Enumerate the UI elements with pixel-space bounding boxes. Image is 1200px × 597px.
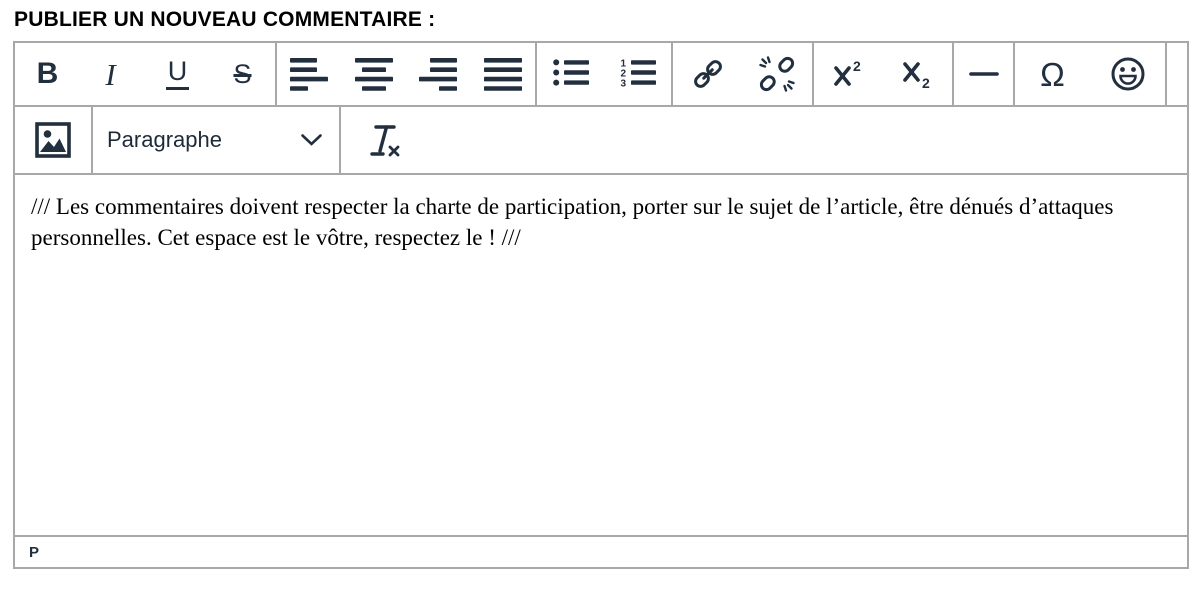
clear-formatting-icon [369, 122, 403, 158]
block-format-select[interactable] [93, 107, 341, 173]
align-center-icon [355, 58, 393, 91]
comment-content-editable[interactable] [15, 175, 1187, 537]
bold-button[interactable] [15, 43, 80, 105]
italic-icon: I [105, 56, 116, 92]
unlink-button[interactable] [743, 43, 813, 105]
superscript-icon [832, 59, 866, 89]
toolbar-group-lists [537, 43, 673, 105]
toolbar-group-hr [954, 43, 1015, 105]
image-button[interactable] [15, 107, 91, 173]
ordered-list-icon [620, 59, 656, 90]
subscript-button[interactable] [883, 43, 952, 105]
page-title: PUBLIER UN NOUVEAU COMMENTAIRE : [14, 8, 436, 31]
emoticons-button[interactable] [1090, 43, 1165, 105]
unordered-list-icon [553, 59, 589, 90]
link-button[interactable] [673, 43, 743, 105]
horizontal-rule-button[interactable] [954, 43, 1013, 105]
toolbar-group-text-style [15, 43, 277, 105]
svg-text:3: 3 [620, 78, 626, 90]
comment-editor [13, 41, 1189, 569]
svg-text:2: 2 [921, 75, 930, 89]
underline-button[interactable] [145, 43, 210, 105]
horizontal-rule-icon [969, 70, 999, 78]
bold-icon: B [36, 57, 59, 90]
align-justify-icon [484, 58, 522, 91]
bullet-list-button[interactable] [537, 43, 604, 105]
chevron-down-icon [300, 133, 323, 147]
numbered-list-button[interactable] [604, 43, 671, 105]
subscript-icon [901, 59, 935, 89]
toolbar-group-insert [1015, 43, 1167, 105]
toolbar-row-2 [15, 107, 1187, 175]
unlink-icon [758, 55, 796, 93]
toolbar-spacer [1167, 43, 1187, 105]
toolbar-group-clear-format [341, 107, 1187, 173]
block-format-value: Paragraphe [107, 127, 222, 152]
special-character-button[interactable] [1015, 43, 1090, 105]
strikethrough-icon: S [233, 58, 252, 89]
align-justify-button[interactable] [471, 43, 536, 105]
toolbar-group-links [673, 43, 814, 105]
align-right-icon [419, 58, 457, 91]
comment-placeholder-text: /// Les commentaires doivent respecter la charte de participation, porter sur le sujet de l’article, être dénués d’attaques personnelles. Cet espace est le vôtre, respectez le ! /// [31, 194, 1114, 250]
align-left-icon [290, 58, 328, 91]
underline-icon: U [166, 58, 190, 90]
toolbar-group-image [15, 107, 93, 173]
align-right-button[interactable] [406, 43, 471, 105]
image-icon [33, 120, 73, 160]
align-center-button[interactable] [342, 43, 407, 105]
strikethrough-button[interactable] [210, 43, 275, 105]
editor-status-bar [15, 537, 1187, 567]
align-left-button[interactable] [277, 43, 342, 105]
toolbar-group-alignment [277, 43, 537, 105]
clear-formatting-button[interactable] [355, 107, 417, 173]
svg-text:2: 2 [852, 59, 861, 74]
superscript-button[interactable] [814, 43, 883, 105]
toolbar-row-1 [15, 43, 1187, 107]
omega-icon: Ω [1040, 55, 1065, 93]
italic-button[interactable] [80, 43, 145, 105]
svg-text:2: 2 [620, 68, 626, 80]
toolbar-group-script [814, 43, 954, 105]
svg-text:1: 1 [620, 58, 626, 69]
link-icon [690, 56, 726, 92]
emoticon-icon [1110, 56, 1146, 92]
element-path-item[interactable]: P [29, 543, 40, 561]
